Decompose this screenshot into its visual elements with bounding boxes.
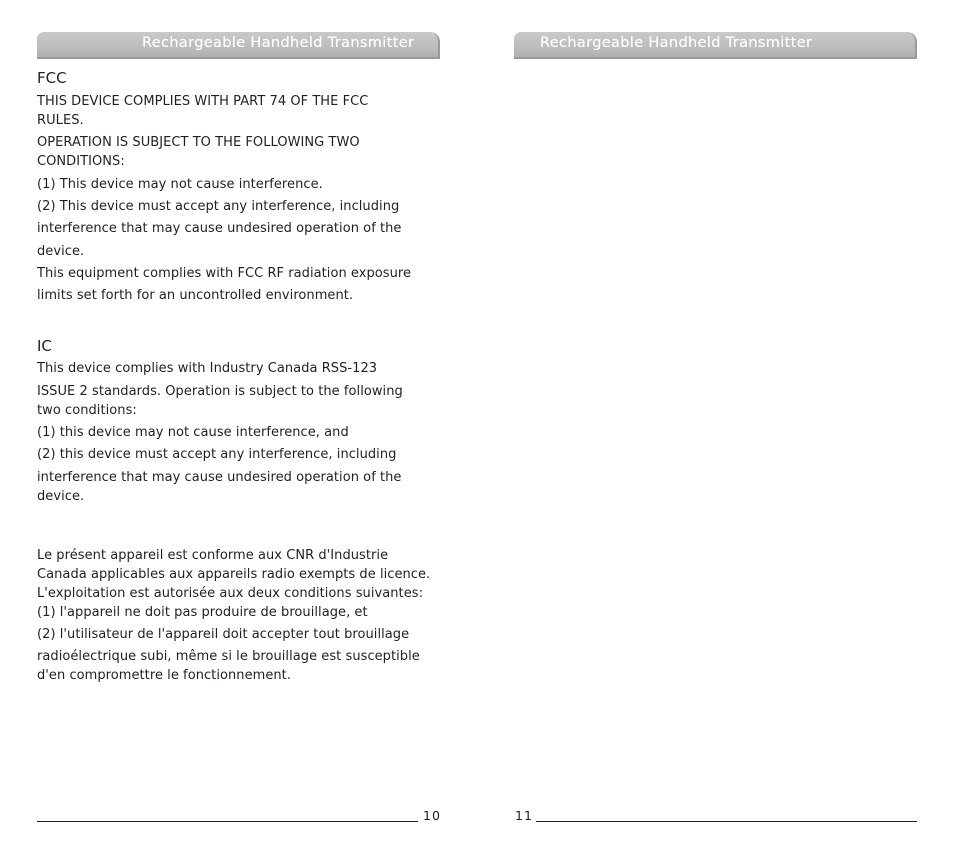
right-header-title: Rechargeable Handheld Transmitter: [540, 35, 813, 51]
fcc-line: This equipment complies with FCC RF radiation exposure: [37, 266, 412, 281]
ic-line: interference that may cause undesired operation of the: [37, 470, 402, 485]
ic-heading: IC: [37, 337, 52, 355]
french-line: Canada applicables aux appareils radio exempts de licence.: [37, 567, 431, 582]
right-footer-rule: [536, 821, 917, 822]
ic-line: (1) this device may not cause interference, and: [37, 425, 349, 440]
french-line: Le présent appareil est conforme aux CNR d'Industrie: [37, 548, 389, 563]
ic-line: device.: [37, 489, 85, 504]
fcc-line: limits set forth for an uncontrolled environment.: [37, 288, 354, 303]
french-line: (2) l'utilisateur de l'appareil doit accepter tout brouillage: [37, 627, 410, 642]
ic-line: two conditions:: [37, 403, 137, 418]
right-page-header: [514, 32, 917, 59]
fcc-line: RULES.: [37, 113, 84, 128]
left-footer-rule: [37, 821, 418, 822]
french-line: radioélectrique subi, même si le brouillage est susceptible: [37, 649, 420, 664]
french-line: L'exploitation est autorisée aux deux conditions suivantes:: [37, 586, 423, 601]
ic-line: ISSUE 2 standards. Operation is subject to the following: [37, 384, 403, 399]
fcc-line: (2) This device must accept any interference, including: [37, 199, 400, 214]
ic-line: (2) this device must accept any interference, including: [37, 447, 397, 462]
fcc-line: interference that may cause undesired operation of the: [37, 221, 402, 236]
left-header-title: Rechargeable Handheld Transmitter: [142, 35, 415, 51]
french-line: d'en compromettre le fonctionnement.: [37, 668, 291, 683]
ic-line: This device complies with Industry Canada RSS-123: [37, 361, 378, 376]
fcc-line: device.: [37, 244, 85, 259]
fcc-line: OPERATION IS SUBJECT TO THE FOLLOWING TWO: [37, 135, 360, 150]
fcc-line: (1) This device may not cause interference.: [37, 177, 323, 192]
left-page-header: [37, 32, 440, 59]
french-line: (1) l'appareil ne doit pas produire de brouillage, et: [37, 605, 368, 620]
right-page-number: 11: [515, 808, 533, 823]
left-page-number: 10: [423, 808, 441, 823]
fcc-line: THIS DEVICE COMPLIES WITH PART 74 OF THE FCC: [37, 94, 369, 109]
fcc-heading: FCC: [37, 69, 67, 87]
fcc-line: CONDITIONS:: [37, 154, 125, 169]
